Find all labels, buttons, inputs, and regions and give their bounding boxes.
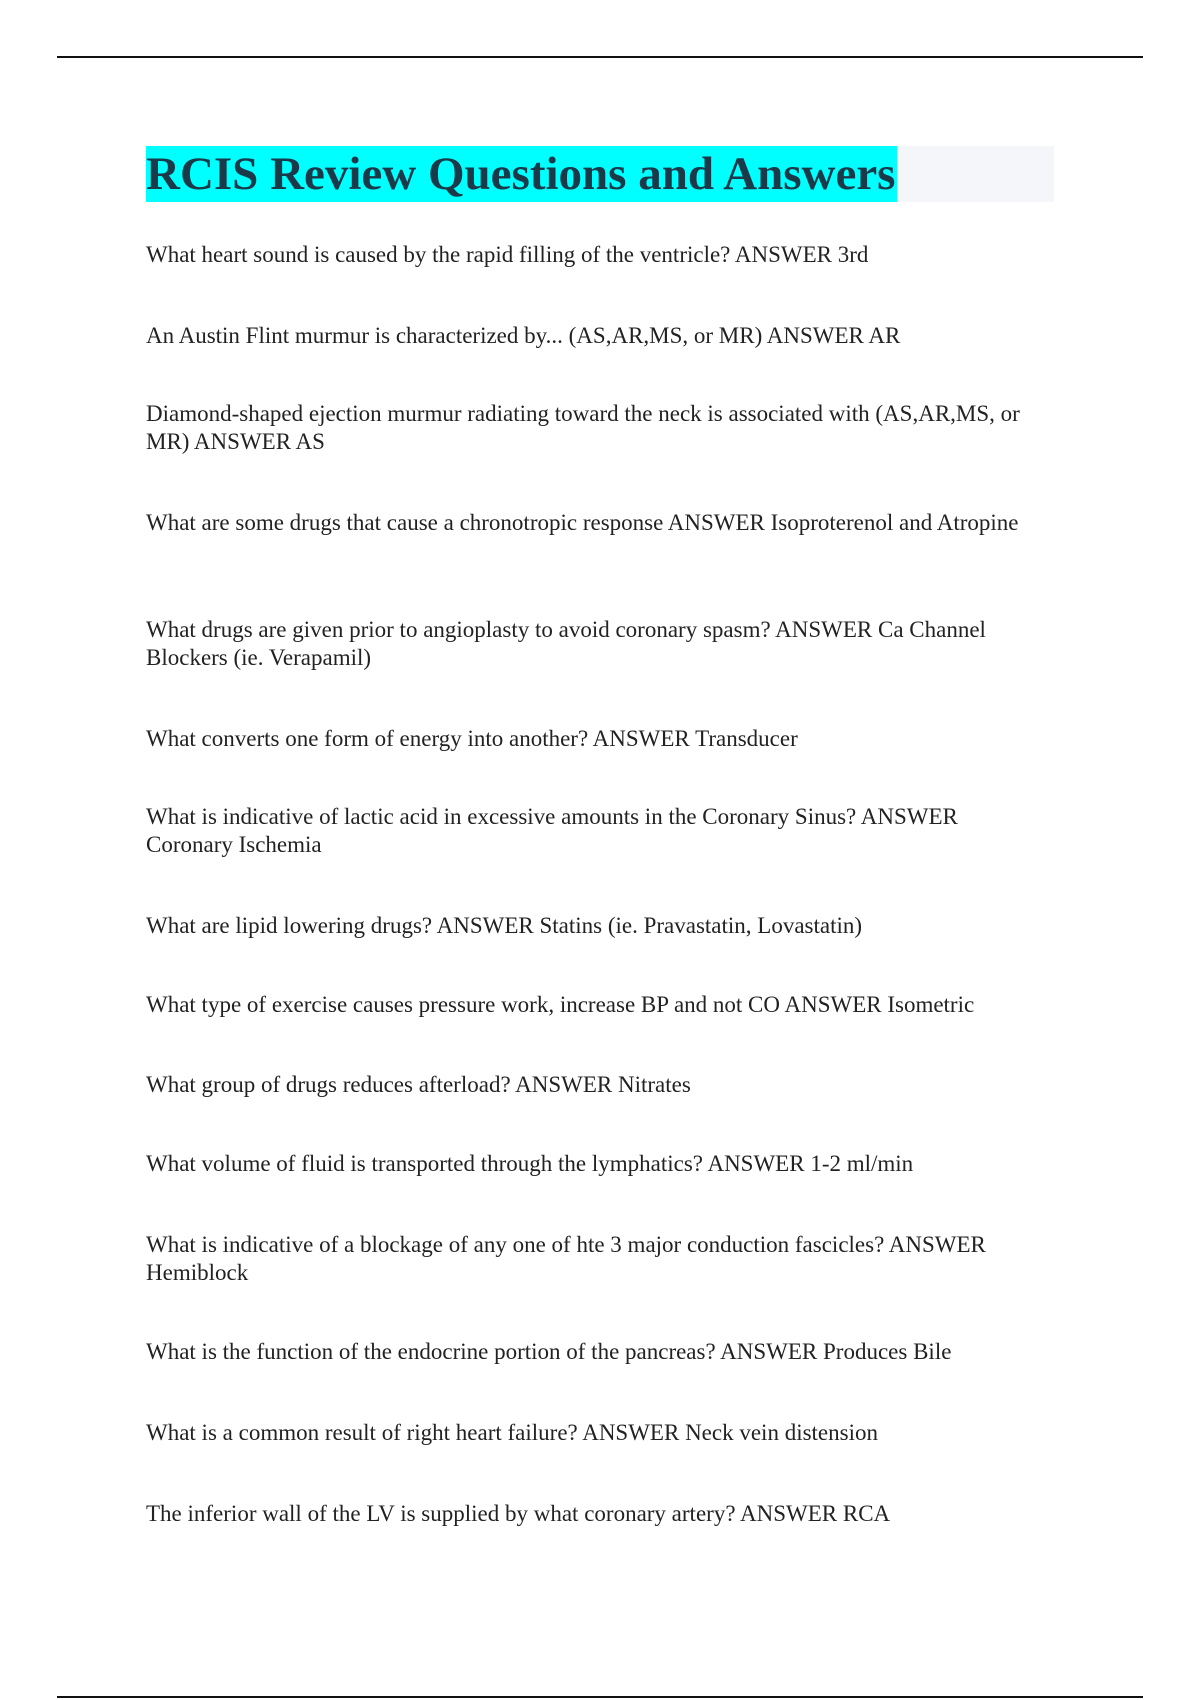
qa-item: What are some drugs that cause a chronotropic response ANSWER Isoproterenol and Atropine xyxy=(146,510,1019,535)
page-title: RCIS Review Questions and Answers xyxy=(146,148,896,200)
top-rule xyxy=(57,56,1143,58)
qa-item: What group of drugs reduces afterload? ANSWER Nitrates xyxy=(146,1072,691,1097)
qa-item: What are lipid lowering drugs? ANSWER Statins (ie. Pravastatin, Lovastatin) xyxy=(146,913,863,938)
qa-item: What volume of fluid is transported through the lymphatics? ANSWER 1-2 ml/min xyxy=(146,1151,914,1176)
qa-item: What type of exercise causes pressure work, increase BP and not CO ANSWER Isometric xyxy=(146,992,975,1017)
qa-item: What is indicative of lactic acid in excessive amounts in the Coronary Sinus? ANSWER Coronary Ischemia xyxy=(146,804,958,857)
qa-item: An Austin Flint murmur is characterized by... (AS,AR,MS, or MR) ANSWER AR xyxy=(146,323,901,348)
qa-item: Diamond-shaped ejection murmur radiating toward the neck is associated with (AS,AR,MS, or MR) ANSWER AS xyxy=(146,401,1020,454)
title-block xyxy=(146,146,1054,202)
qa-item: What is a common result of right heart failure? ANSWER Neck vein distension xyxy=(146,1420,878,1445)
qa-item: What heart sound is caused by the rapid filling of the ventricle? ANSWER 3rd xyxy=(146,242,869,267)
qa-item: What is indicative of a blockage of any one of hte 3 major conduction fascicles? ANSWER Hemiblock xyxy=(146,1232,986,1285)
qa-item: The inferior wall of the LV is supplied by what coronary artery? ANSWER RCA xyxy=(146,1501,891,1526)
qa-item: What converts one form of energy into another? ANSWER Transducer xyxy=(146,726,798,751)
bottom-rule xyxy=(57,1696,1143,1698)
qa-item: What drugs are given prior to angioplasty to avoid coronary spasm? ANSWER Ca Channel Blockers (ie. Verapamil) xyxy=(146,617,986,670)
qa-item: What is the function of the endocrine portion of the pancreas? ANSWER Produces Bile xyxy=(146,1339,952,1364)
